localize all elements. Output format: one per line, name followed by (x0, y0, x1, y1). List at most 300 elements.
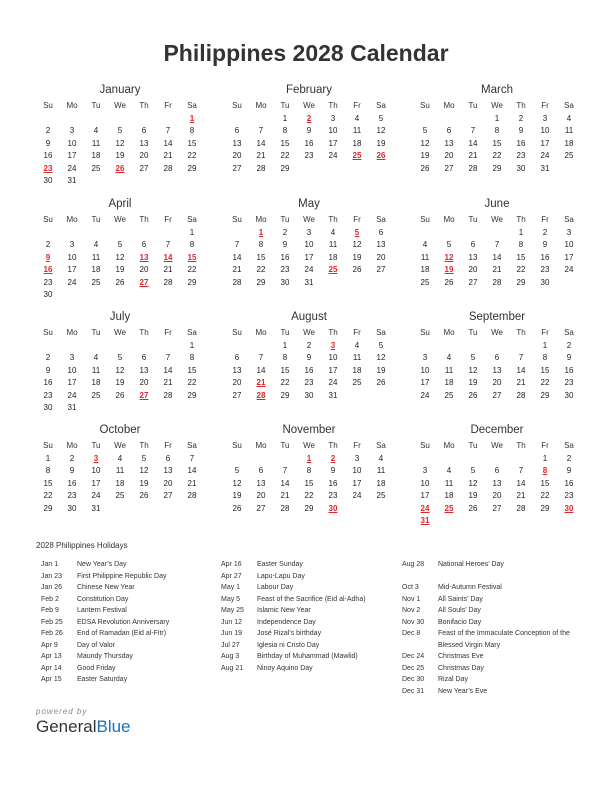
day: 9 (306, 126, 312, 135)
day: 14 (256, 138, 266, 148)
day: 3 (422, 466, 428, 475)
day: 29 (280, 163, 290, 173)
day: 26 (115, 390, 125, 400)
day: 30 (43, 403, 53, 412)
holiday-name: New Year’s Day (77, 561, 127, 568)
day: 30 (67, 503, 77, 513)
weekday-header: Tu (280, 328, 290, 337)
day: 20 (232, 378, 242, 387)
holiday-name: EDSA Revolution Anniversary (77, 618, 170, 626)
day: 7 (518, 353, 524, 362)
weekday-header: Mo (66, 101, 78, 110)
empty-cell (84, 113, 108, 126)
day: 19 (376, 365, 386, 375)
day: 4 (93, 353, 99, 362)
day: 21 (163, 151, 173, 160)
empty-cell (485, 227, 509, 240)
weekday-header: Tu (280, 441, 290, 450)
weekday-header: Sa (376, 441, 386, 450)
day: 27 (492, 503, 502, 513)
day: 14 (280, 478, 290, 488)
weekday-header: Su (43, 441, 53, 450)
day: 4 (330, 227, 336, 237)
holiday-date: May 5 (221, 595, 241, 603)
day: 4 (422, 240, 428, 249)
holiday-date: Dec 8 (402, 630, 421, 637)
day: 25 (376, 491, 386, 500)
month-days (413, 327, 581, 402)
weekday-header: Fr (541, 441, 549, 450)
day: 27 (232, 163, 242, 173)
day: 5 (234, 466, 240, 475)
month-name: June (484, 198, 510, 210)
weekday-header: Fr (164, 215, 172, 224)
day: 9 (69, 466, 75, 475)
day: 2 (566, 453, 572, 463)
holiday-date: Apr 27 (221, 572, 242, 580)
day: 24 (67, 390, 77, 400)
day: 29 (540, 390, 550, 400)
weekday-header: Mo (443, 215, 455, 224)
day: 20 (468, 265, 478, 274)
empty-cell (60, 340, 84, 353)
weekday-header: Fr (164, 328, 172, 337)
weekday-header: We (114, 441, 126, 450)
day: 23 (43, 390, 53, 400)
day: 13 (139, 365, 149, 375)
day: 18 (115, 478, 125, 488)
day: 1 (542, 453, 548, 463)
day: 2 (518, 113, 524, 123)
day: 21 (163, 265, 173, 274)
day: 8 (45, 466, 51, 475)
empty-cell (132, 227, 156, 240)
day: 7 (258, 126, 264, 135)
day: 26 (115, 277, 125, 287)
holiday-date: Oct 3 (402, 584, 419, 591)
day: 8 (542, 353, 548, 362)
day: 27 (376, 265, 386, 274)
day: 21 (516, 378, 526, 387)
holiday-item (402, 571, 574, 583)
holiday-item (41, 605, 211, 617)
weekday-header: Su (420, 441, 430, 450)
day: 8 (282, 353, 288, 362)
day: 2 (45, 240, 51, 249)
empty-cell (60, 227, 84, 240)
day: 25 (420, 277, 430, 287)
day: 26 (139, 491, 149, 500)
day: 6 (258, 466, 264, 475)
day: 21 (232, 265, 242, 274)
holiday-item (41, 674, 211, 686)
holiday-date: Apr 13 (41, 653, 62, 660)
day: 26 (468, 390, 478, 400)
holiday-name: Christmas Day (438, 664, 484, 672)
month-days (225, 440, 393, 515)
day: 9 (542, 240, 548, 249)
weekday-header: Sa (564, 441, 574, 450)
empty-cell (437, 340, 461, 353)
day: 18 (444, 491, 454, 500)
holiday-item (41, 571, 211, 583)
day: 22 (187, 265, 197, 274)
holiday-item (41, 559, 211, 571)
day: 22 (516, 265, 526, 274)
holiday-date: Dec 30 (402, 676, 425, 683)
day: 27 (139, 163, 149, 173)
day: 3 (306, 227, 312, 237)
holiday-name: Christmas Eve (438, 653, 484, 660)
day: 17 (420, 491, 430, 500)
empty-cell (225, 113, 249, 126)
day: 3 (330, 113, 336, 123)
weekday-header: Mo (443, 328, 455, 337)
holiday-day: 9 (45, 252, 51, 262)
month-name: January (99, 84, 141, 96)
day: 14 (187, 466, 197, 475)
holiday-day: 14 (163, 252, 173, 262)
day: 29 (492, 163, 502, 173)
month-days (225, 100, 393, 175)
day: 29 (256, 277, 266, 287)
day: 9 (566, 466, 572, 475)
weekday-header: Su (420, 328, 430, 337)
holiday-day: 30 (564, 503, 574, 513)
day: 18 (420, 265, 430, 274)
day: 8 (258, 240, 264, 249)
empty-cell (273, 453, 297, 466)
day: 31 (67, 176, 77, 185)
day: 24 (328, 151, 338, 160)
weekday-header: Fr (353, 328, 361, 337)
holiday-date: Dec 25 (402, 664, 425, 672)
day: 23 (304, 151, 314, 160)
day: 6 (234, 126, 240, 135)
holiday-day: 28 (256, 390, 266, 400)
day: 8 (189, 353, 195, 362)
holiday-date: Nov 1 (402, 595, 421, 603)
empty-cell (249, 340, 273, 353)
holiday-name: Feast of the Sacrifice (Eid al-Adha) (257, 595, 366, 603)
weekday-header: Fr (541, 101, 549, 110)
month-days (36, 327, 204, 415)
holiday-item (221, 617, 391, 629)
day: 10 (67, 138, 77, 148)
day: 29 (43, 503, 53, 513)
day: 2 (69, 453, 75, 463)
weekday-header: Th (328, 328, 338, 337)
day: 8 (518, 240, 524, 249)
holiday-name: National Heroes’ Day (438, 561, 504, 568)
empty-cell (156, 340, 180, 353)
day: 10 (420, 478, 430, 488)
day: 14 (163, 365, 173, 375)
day: 15 (304, 478, 314, 488)
day: 2 (282, 227, 288, 237)
day: 31 (304, 277, 314, 287)
day: 10 (67, 252, 77, 262)
holiday-item (41, 617, 211, 629)
month-july (36, 310, 204, 415)
day: 16 (564, 365, 574, 375)
day: 10 (420, 365, 430, 375)
month-days (225, 327, 393, 402)
day: 2 (306, 340, 312, 350)
day: 6 (378, 227, 384, 237)
empty-cell (36, 227, 60, 240)
day: 8 (494, 126, 500, 135)
day: 30 (280, 277, 290, 287)
day: 15 (256, 252, 266, 262)
day: 7 (494, 240, 500, 249)
day: 27 (492, 390, 502, 400)
empty-cell (156, 113, 180, 126)
day: 25 (91, 390, 101, 400)
day: 26 (444, 277, 454, 287)
holiday-date: May 25 (221, 607, 244, 614)
day: 25 (91, 277, 101, 287)
day: 29 (516, 277, 526, 287)
weekday-header: Tu (91, 441, 101, 450)
day: 14 (516, 365, 526, 375)
month-august (225, 310, 393, 402)
day: 4 (117, 453, 123, 463)
holiday-date: Aug 21 (221, 664, 244, 672)
day: 11 (115, 466, 125, 475)
holiday-date: Feb 25 (41, 618, 63, 626)
holiday-date: Feb 2 (41, 595, 59, 603)
day: 4 (378, 453, 384, 463)
weekday-header: Th (516, 328, 526, 337)
day: 26 (420, 163, 430, 173)
weekday-header: Su (232, 215, 242, 224)
day: 26 (376, 378, 386, 387)
holiday-date: Dec 24 (402, 653, 425, 660)
day: 11 (328, 240, 338, 249)
holiday-date: Jan 1 (41, 561, 59, 568)
day: 18 (91, 151, 101, 160)
day: 7 (518, 466, 524, 475)
day: 3 (69, 126, 75, 135)
day: 31 (328, 390, 338, 400)
day: 6 (141, 353, 147, 362)
month-name: March (481, 84, 513, 96)
day: 12 (232, 478, 242, 488)
day: 18 (352, 365, 362, 375)
weekday-header: Th (139, 101, 149, 110)
holiday-item (221, 571, 391, 583)
day: 8 (189, 126, 195, 135)
day: 30 (43, 176, 53, 185)
month-days (413, 100, 581, 175)
day: 16 (516, 138, 526, 148)
holiday-day: 1 (306, 453, 312, 463)
day: 17 (352, 478, 362, 488)
weekday-header: Tu (468, 328, 478, 337)
weekday-header: Mo (66, 328, 78, 337)
holiday-name: Bonifacio Day (438, 618, 482, 626)
day: 3 (354, 453, 360, 463)
holiday-name: Labour Day (257, 584, 294, 591)
day: 9 (518, 126, 524, 135)
holiday-name: Chinese New Year (77, 584, 135, 591)
day: 2 (542, 227, 548, 237)
month-days (225, 214, 393, 289)
day: 21 (468, 151, 478, 160)
generalblue-logo: GeneralBlue (36, 717, 131, 736)
holiday-day: 21 (256, 378, 266, 387)
day: 1 (282, 340, 288, 350)
month-name: September (468, 311, 526, 323)
day: 15 (540, 365, 550, 375)
day: 13 (256, 478, 266, 488)
month-december (413, 423, 581, 528)
day: 10 (564, 240, 574, 249)
weekday-header: We (491, 441, 503, 450)
day: 23 (564, 491, 574, 500)
day: 28 (280, 503, 290, 513)
holiday-item (402, 605, 574, 617)
weekday-header: We (303, 101, 315, 110)
day: 12 (376, 126, 386, 135)
day: 27 (256, 503, 266, 513)
holiday-day: 8 (542, 466, 548, 475)
weekday-header: Th (328, 215, 338, 224)
day: 29 (187, 390, 197, 400)
day: 27 (232, 390, 242, 400)
day: 17 (91, 478, 101, 488)
day: 26 (468, 503, 478, 513)
day: 6 (234, 353, 240, 362)
day: 5 (446, 240, 452, 249)
day: 10 (67, 365, 77, 375)
day: 14 (163, 138, 173, 148)
day: 12 (139, 466, 149, 475)
day: 7 (165, 126, 171, 135)
day: 20 (492, 378, 502, 387)
day: 22 (256, 265, 266, 274)
day: 11 (91, 252, 101, 262)
weekday-header: Su (43, 328, 53, 337)
holiday-item (402, 594, 574, 606)
holiday-day: 31 (420, 516, 430, 525)
day: 11 (420, 252, 430, 262)
day: 24 (328, 378, 338, 387)
day: 4 (566, 113, 572, 123)
day: 16 (43, 378, 53, 387)
day: 30 (43, 290, 53, 299)
day: 12 (115, 138, 125, 148)
day: 16 (564, 478, 574, 488)
day: 24 (91, 491, 101, 500)
holiday-name: Lapu-Lapu Day (257, 572, 305, 580)
empty-cell (36, 340, 60, 353)
day: 26 (352, 265, 362, 274)
weekday-header: Sa (376, 328, 386, 337)
month-april (36, 197, 204, 302)
empty-cell (437, 113, 461, 126)
holiday-column (41, 559, 211, 686)
weekday-header: We (114, 328, 126, 337)
day: 30 (564, 390, 574, 400)
day: 27 (444, 163, 454, 173)
holiday-date: Dec 31 (402, 687, 425, 695)
day: 15 (516, 252, 526, 262)
weekday-header: Su (232, 328, 242, 337)
empty-cell (461, 340, 485, 353)
weekday-header: Mo (443, 101, 455, 110)
empty-cell (413, 453, 437, 466)
day: 12 (352, 240, 362, 249)
day: 25 (564, 151, 574, 160)
day: 21 (187, 478, 197, 488)
day: 24 (420, 390, 430, 400)
holiday-name: All Saints’ Day (438, 595, 483, 603)
holiday-day: 25 (352, 151, 362, 160)
day: 16 (328, 478, 338, 488)
holiday-day: 19 (444, 265, 454, 274)
day: 11 (376, 466, 386, 475)
day: 18 (376, 478, 386, 488)
day: 3 (542, 113, 548, 123)
day: 25 (352, 378, 362, 387)
day: 28 (187, 491, 197, 500)
month-october (36, 423, 204, 515)
holiday-date: Nov 2 (402, 607, 421, 614)
day: 23 (564, 378, 574, 387)
day: 13 (492, 365, 502, 375)
weekday-header: Th (328, 441, 338, 450)
weekday-header: Mo (255, 215, 267, 224)
day: 7 (282, 466, 288, 475)
day: 19 (352, 252, 362, 262)
day: 15 (492, 138, 502, 148)
holiday-date: Feb 9 (41, 607, 59, 614)
day: 22 (540, 491, 550, 500)
holiday-day: 12 (444, 252, 454, 262)
holiday-day: 24 (420, 503, 430, 513)
weekday-header: Th (139, 441, 149, 450)
day: 19 (468, 378, 478, 387)
day: 11 (91, 365, 101, 375)
brand-logo[interactable] (36, 707, 131, 737)
day: 28 (516, 390, 526, 400)
holidays-title: 2028 Philippines Holidays (36, 541, 128, 550)
day: 28 (468, 163, 478, 173)
holiday-column (402, 559, 574, 697)
day: 25 (115, 491, 125, 500)
weekday-header: Fr (164, 101, 172, 110)
holiday-day: 16 (43, 265, 53, 274)
empty-cell (461, 227, 485, 240)
holiday-name: Mid-Autumn Festival (438, 584, 502, 591)
day: 4 (354, 113, 360, 123)
weekday-header: Th (139, 215, 149, 224)
month-march (413, 83, 581, 175)
weekday-header: Mo (443, 441, 455, 450)
day: 11 (352, 126, 362, 135)
holiday-name: Constitution Day (77, 595, 129, 603)
day: 13 (163, 466, 173, 475)
day: 20 (163, 478, 173, 488)
weekday-header: Tu (280, 215, 290, 224)
day: 12 (420, 138, 430, 148)
weekday-header: Su (232, 101, 242, 110)
weekday-header: We (303, 215, 315, 224)
day: 18 (352, 138, 362, 148)
page-title: Philippines 2028 Calendar (163, 40, 449, 66)
